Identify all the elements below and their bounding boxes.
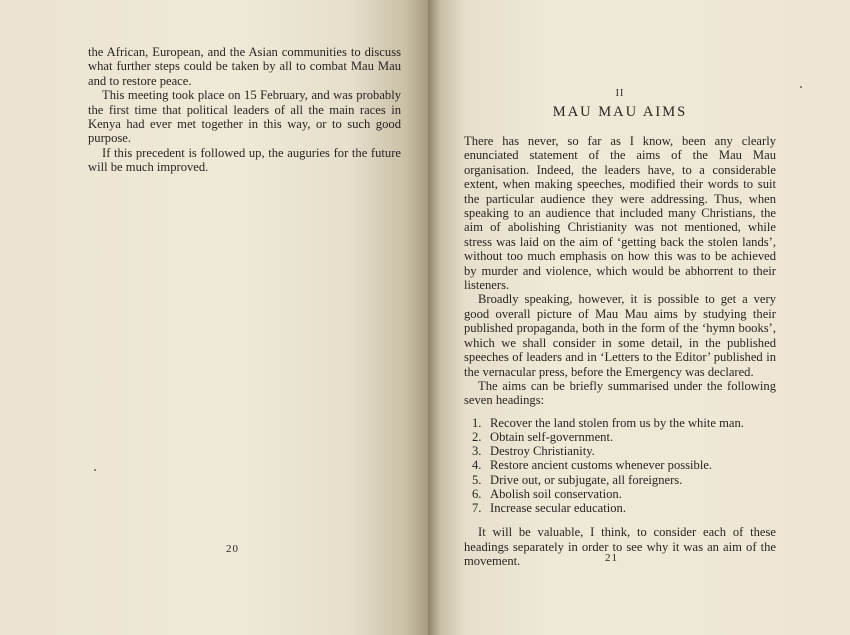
aim-text: Drive out, or subjugate, all foreigners. <box>490 472 683 487</box>
paper-speck <box>800 86 802 88</box>
aim-text: Restore ancient customs whenever possible. <box>490 458 713 473</box>
aim-item <box>464 430 776 444</box>
aim-number: 2. <box>472 429 482 444</box>
paper-speck <box>94 469 96 471</box>
aim-text: Increase secular education. <box>490 500 627 515</box>
right-paragraph-2: Broadly speaking, however, it is possible to get a very good overall picture of Mau Mau aims by studying their published propaganda, both in the form of the ‘hymn books’, which we shall consider in some detail, in the published speeches of leaders and in ‘Letters to the Editor’ published in the vernacular press, before the Emergency was declared. <box>464 292 776 379</box>
aim-number: 4. <box>472 458 482 473</box>
aim-number: 6. <box>472 486 482 501</box>
aim-item <box>464 444 776 458</box>
left-paragraph-1: the African, European, and the Asian communities to discuss what further steps could be taken by all to combat Mau Mau and to restore peace. <box>88 45 401 88</box>
closing-paragraph: It will be valuable, I think, to consider each of these headings separately in order to see why it was an aim of the movement. <box>464 525 776 568</box>
aim-item <box>464 458 776 472</box>
aim-number: 3. <box>472 444 482 459</box>
left-paragraph-3: If this precedent is followed up, the auguries for the future will be much improved. <box>88 145 401 175</box>
aim-number: 1. <box>472 415 482 430</box>
aim-item <box>464 473 776 487</box>
left-page-number: 20 <box>226 543 239 555</box>
right-paragraph-1: There has never, so far as I know, been any clearly enunciated statement of the aims of the Mau Mau organisation. Indeed, the leaders have, to a considerable extent, when making speeches, modified their words to suit the particular audience they were addressing. Thus, when speaking to an audience that included many Christians, the aim of abolishing Christianity was not mentioned, while stress was laid on the aim of ‘getting back the stolen lands’, without too much emphasis on how this was to be achieved by murder and violence, which would be abhorrent to their listeners. <box>464 134 776 293</box>
right-page-body <box>464 134 776 568</box>
aim-number: 5. <box>472 472 482 487</box>
aim-number: 7. <box>472 500 482 515</box>
aim-item <box>464 416 776 430</box>
aim-text: Recover the land stolen from us by the white man. <box>490 415 744 430</box>
aim-item <box>464 501 776 515</box>
chapter-number: II <box>615 88 625 99</box>
aim-text: Obtain self-government. <box>490 429 614 444</box>
chapter-title: MAU MAU AIMS <box>552 104 688 120</box>
left-page-body <box>88 45 401 175</box>
aim-text: Abolish soil conservation. <box>490 486 622 501</box>
right-paragraph-3: The aims can be briefly summarised under the following seven headings: <box>464 378 776 408</box>
left-paragraph-2: This meeting took place on 15 February, and was probably the first time that political leaders of all the main races in Kenya had ever met together in this way, or to such good purpose. <box>88 88 401 146</box>
right-page-number: 21 <box>605 552 618 564</box>
aim-item <box>464 487 776 501</box>
aim-text: Destroy Christianity. <box>490 444 595 459</box>
aims-list <box>464 416 776 515</box>
